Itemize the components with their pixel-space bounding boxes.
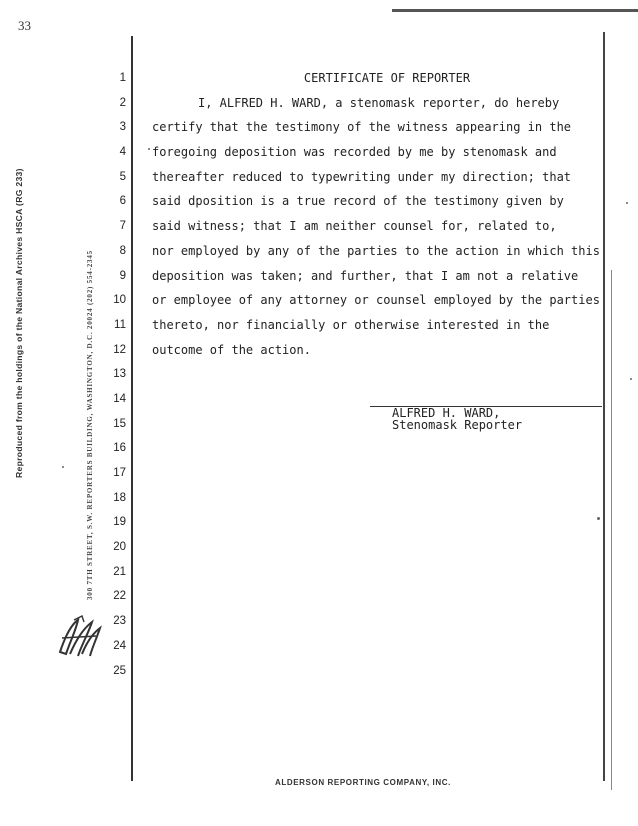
line-number: 3 xyxy=(119,121,126,134)
scan-speck xyxy=(62,466,64,468)
line-number: 4 xyxy=(119,146,126,159)
certificate-title: CERTIFICATE OF REPORTER xyxy=(303,71,471,85)
text-line: nor employed by any of the parties to the action in which this xyxy=(152,243,600,258)
line-number: 6 xyxy=(119,195,126,208)
text-line: deposition was taken; and further, that I am not a relative xyxy=(152,268,579,283)
text-line: I, ALFRED H. WARD, a stenomask reporter, do hereby xyxy=(198,95,560,110)
line-number: 5 xyxy=(119,170,126,183)
line-number: 16 xyxy=(113,442,126,455)
text-line: or employee of any attorney or counsel employed by the parties xyxy=(152,293,600,308)
line-number: 19 xyxy=(113,516,126,529)
line-number: 11 xyxy=(114,318,126,331)
top-edge-mark xyxy=(392,9,638,12)
scan-speck xyxy=(148,148,150,150)
line-number: 24 xyxy=(113,639,126,652)
scan-speck xyxy=(626,202,628,204)
line-number: 21 xyxy=(113,565,126,578)
scan-speck xyxy=(597,517,600,520)
archive-notice: Reproduced from the holdings of the National Archives HSCA (RG 233) xyxy=(14,168,24,478)
line-number: 1 xyxy=(119,72,126,84)
line-number: 12 xyxy=(113,343,126,356)
line-number: 9 xyxy=(119,269,126,282)
footer-company: ALDERSON REPORTING COMPANY, INC. xyxy=(275,778,451,787)
page-number: 33 xyxy=(18,18,31,33)
company-logo-icon xyxy=(56,614,104,658)
line-number: 22 xyxy=(113,590,126,603)
line-number: 2 xyxy=(119,96,126,109)
line-number: 10 xyxy=(113,294,126,307)
line-number: 8 xyxy=(119,244,126,257)
line-number-column xyxy=(104,66,126,683)
left-margin-rule xyxy=(131,36,133,781)
line-number: 23 xyxy=(113,615,126,628)
scan-speck xyxy=(630,378,632,380)
reporter-address: 300 7TH STREET, S.W. REPORTERS BUILDING, WASHINGTON, D.C. 20024 (202) 554-2345 xyxy=(86,250,94,600)
line-number: 13 xyxy=(113,368,126,381)
line-number: 7 xyxy=(119,220,126,233)
text-line: thereafter reduced to typewriting under my direction; that xyxy=(152,169,572,184)
text-line: outcome of the action. xyxy=(152,342,311,357)
signature-name: ALFRED H. WARD, xyxy=(392,406,501,420)
line-number: 14 xyxy=(113,392,126,405)
text-line: certify that the testimony of the witness appearing in the xyxy=(152,120,572,135)
line-number: 15 xyxy=(113,417,126,430)
text-line: said dposition is a true record of the testimony given by xyxy=(152,194,564,209)
text-line: foregoing deposition was recorded by me by stenomask and xyxy=(152,145,557,160)
signature-title: Stenomask Reporter xyxy=(392,418,523,432)
line-number: 17 xyxy=(113,467,126,479)
line-number: 18 xyxy=(113,491,126,504)
text-line: said witness; that I am neither counsel for, related to, xyxy=(152,219,557,234)
line-number: 25 xyxy=(113,664,126,677)
line-number: 20 xyxy=(113,541,126,554)
certificate-body xyxy=(152,66,622,362)
text-line: thereto, nor financially or otherwise interested in the xyxy=(152,317,550,332)
